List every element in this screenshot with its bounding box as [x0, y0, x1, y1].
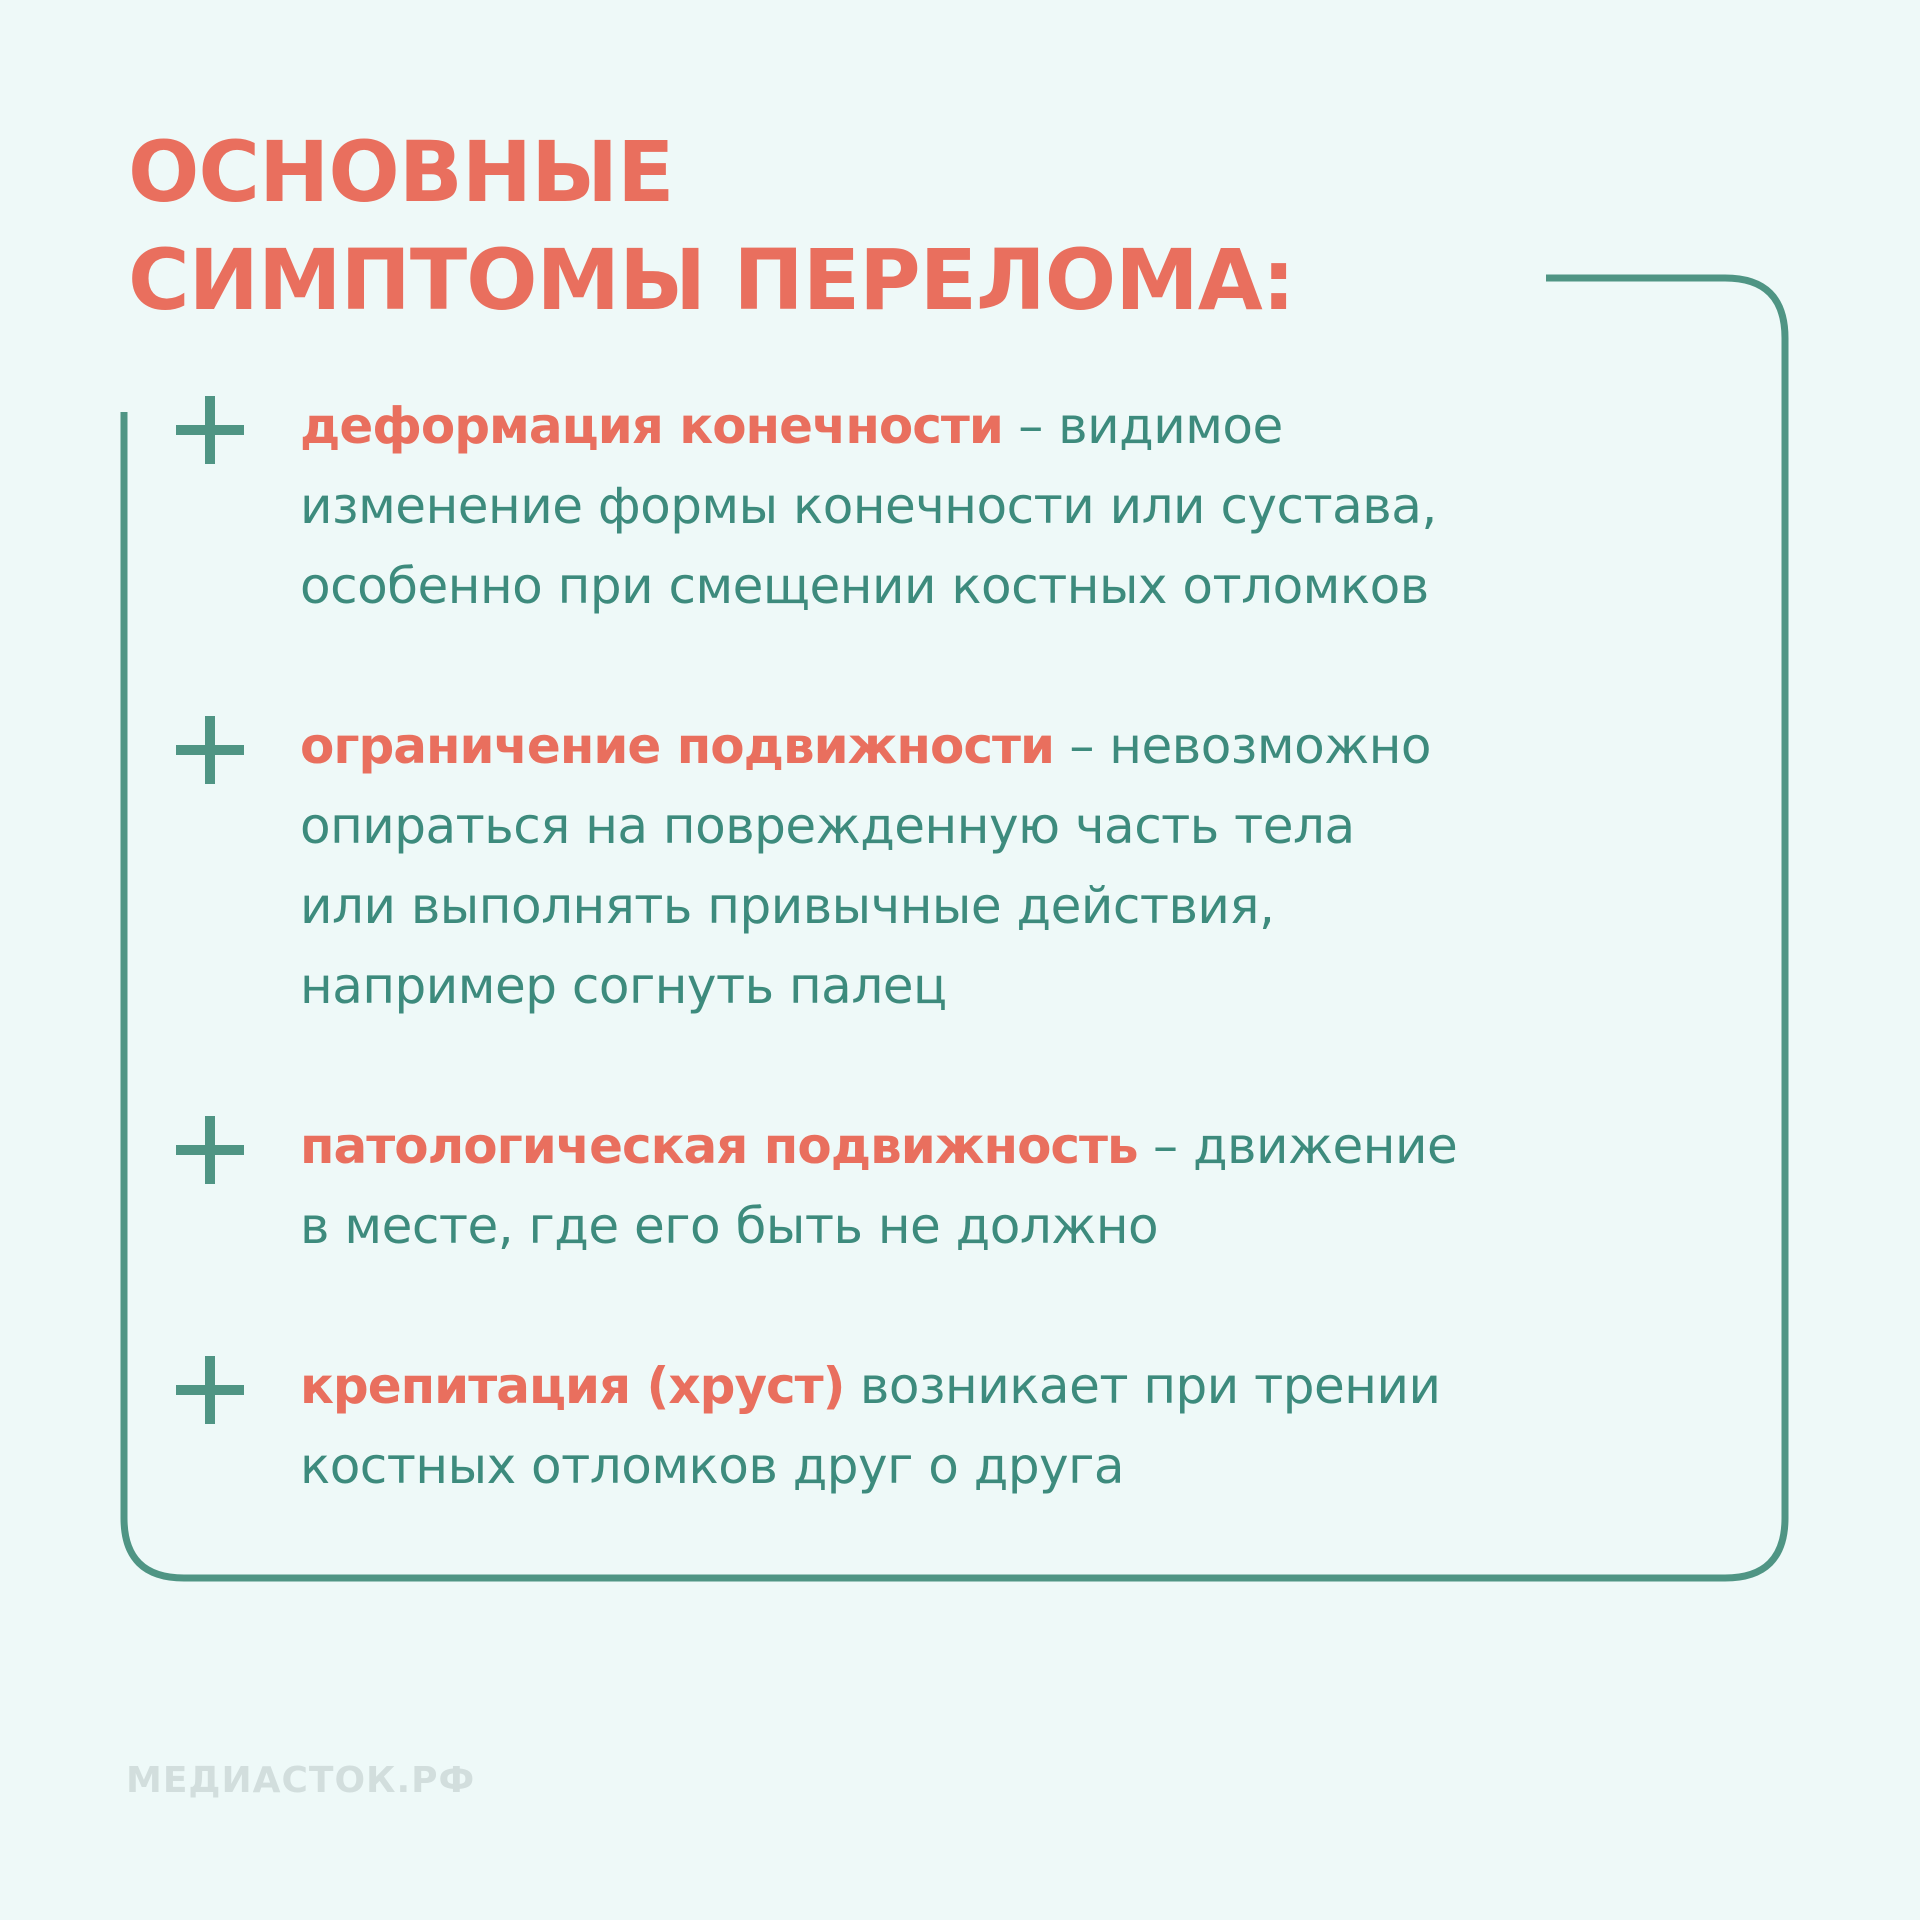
symptom-first-line [300, 706, 1780, 786]
symptom-line: изменение формы конечности или сустава, [300, 477, 1437, 535]
symptom-text [300, 1106, 1780, 1266]
watermark: МЕДИАСТОК.РФ [126, 1760, 476, 1801]
symptom-term: крепитация (хруст) [300, 1357, 845, 1415]
symptom-line: в месте, где его быть не должно [300, 1197, 1159, 1255]
symptom-first-line [300, 1106, 1780, 1186]
symptom-first-line [300, 1346, 1780, 1426]
symptom-term: ограничение подвижности [300, 717, 1054, 775]
title-line-1: ОСНОВНЫЕ [128, 123, 674, 221]
plus-icon [176, 1356, 244, 1424]
symptom-line: например согнуть палец [300, 957, 947, 1015]
title-line-2: СИМПТОМЫ ПЕРЕЛОМА: [128, 231, 1295, 329]
symptom-term: деформация конечности [300, 397, 1003, 455]
symptom-line: костных отломков друг о друга [300, 1437, 1125, 1495]
symptom-line: опираться на поврежденную часть тела [300, 797, 1355, 855]
symptom-desc: – движение [1137, 1117, 1458, 1175]
symptom-line: особенно при смещении костных отломков [300, 557, 1429, 615]
symptom-desc: – невозможно [1053, 717, 1432, 775]
plus-icon [176, 716, 244, 784]
plus-icon [176, 396, 244, 464]
symptom-first-line [300, 386, 1780, 466]
symptom-text [300, 706, 1780, 1026]
symptom-line: или выполнять привычные действия, [300, 877, 1275, 935]
symptom-text [300, 386, 1780, 626]
plus-icon [176, 1116, 244, 1184]
symptom-term: патологическая подвижность [300, 1117, 1138, 1175]
symptom-desc: – видимое [1002, 397, 1283, 455]
symptom-text [300, 1346, 1780, 1506]
symptom-desc: возникает при трении [844, 1357, 1441, 1415]
